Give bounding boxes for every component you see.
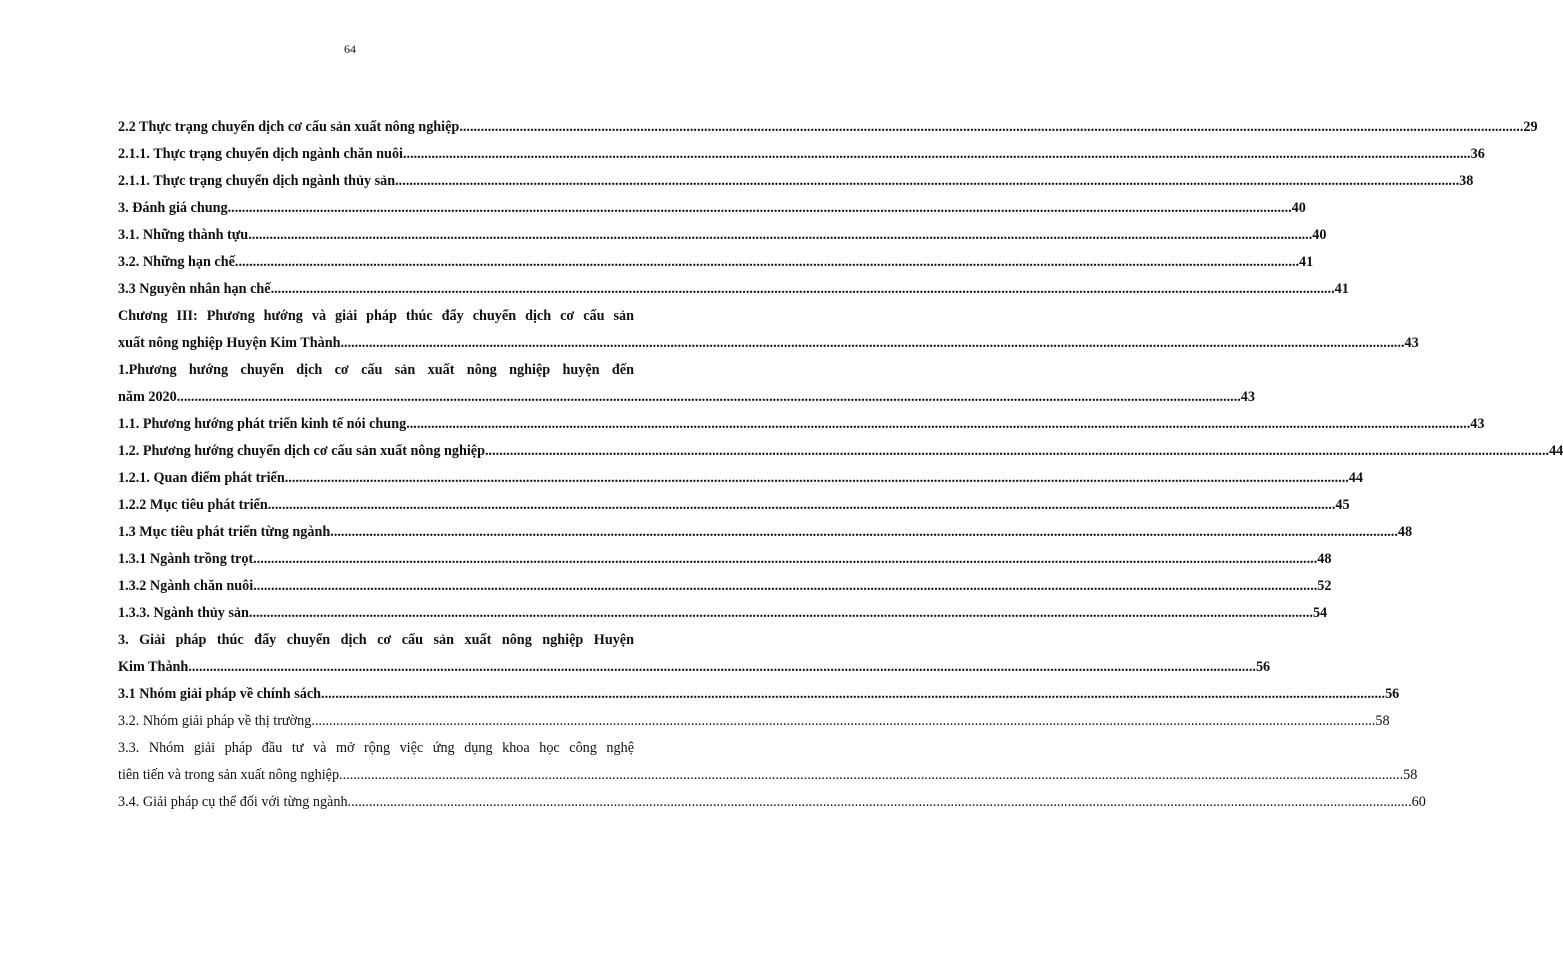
toc-entry-page: 40 xyxy=(1312,227,1327,243)
toc-entry-page: 38 xyxy=(1459,173,1474,189)
table-of-contents xyxy=(118,114,1563,816)
toc-entry-page: 43 xyxy=(1240,389,1255,405)
toc-entry-page: 48 xyxy=(1317,551,1332,567)
toc-entry-title: 3.3 Nguyên nhân hạn chế xyxy=(118,281,271,297)
toc-entry xyxy=(118,789,1426,816)
toc-entry-page: 58 xyxy=(1403,767,1418,783)
toc-entry-page: 58 xyxy=(1375,713,1390,729)
toc-entry xyxy=(118,195,1306,222)
toc-entry-line xyxy=(118,222,1327,249)
dot-leader: ............................................................................................................................................................................................................................................................................................................ xyxy=(248,227,1313,243)
dot-leader: ............................................................................................................................................................................................................................................................................................................ xyxy=(340,335,1405,351)
toc-entry-line xyxy=(118,168,1474,195)
toc-entry-title: 2.1.1. Thực trạng chuyển dịch ngành chăn nuôi. xyxy=(118,146,407,162)
dot-leader: ............................................................................................................................................................................................................................................................................................................ xyxy=(227,200,1292,216)
toc-entry-page: 52 xyxy=(1317,578,1332,594)
toc-entry-page: 56 xyxy=(1385,686,1400,702)
toc-entry xyxy=(118,168,1474,195)
toc-entry-page: 44 xyxy=(1348,470,1363,486)
dot-leader: ............................................................................................................................................................................................................................................................................................................ xyxy=(234,254,1299,270)
toc-entry-title: 3.1 Nhóm giải pháp về chính sách xyxy=(118,686,322,702)
toc-entry xyxy=(118,546,1332,573)
toc-entry-title: 3.2. Những hạn chế xyxy=(118,254,235,270)
toc-entry-line xyxy=(118,789,1426,816)
toc-entry-line xyxy=(118,600,1328,627)
dot-leader: ............................................................................................................................................................................................................................................................................................................ xyxy=(339,767,1404,783)
dot-leader: ............................................................................................................................................................................................................................................................................................................ xyxy=(191,659,1256,675)
dot-leader: ............................................................................................................................................................................................................................................................................................................ xyxy=(333,524,1398,540)
toc-entry xyxy=(118,357,1255,411)
toc-entry-title: 1.2.2 Mục tiêu phát triển. xyxy=(118,497,272,513)
toc-entry-title: 2.1.1. Thực trạng chuyển dịch ngành thủy sản xyxy=(118,173,396,189)
toc-entry xyxy=(118,600,1328,627)
toc-entry-line xyxy=(118,330,1419,357)
toc-entry-title-line: 3.3. Nhóm giải pháp đầu tư và mở rộng việc ứng dụng khoa học công nghệ xyxy=(118,740,634,756)
toc-entry-title: 3.2. Nhóm giải pháp về thị trường xyxy=(118,713,312,729)
toc-entry xyxy=(118,141,1485,168)
toc-entry-page: 44 xyxy=(1549,443,1563,459)
dot-leader: ............................................................................................................................................................................................................................................................................................................ xyxy=(284,470,1349,486)
toc-entry-page: 29 xyxy=(1523,119,1538,135)
dot-leader: ............................................................................................................................................................................................................................................................................................................ xyxy=(485,443,1550,459)
toc-entry-title: 3. Đánh giá chung xyxy=(118,200,228,216)
toc-entry-page: 36 xyxy=(1470,146,1485,162)
toc-entry-line xyxy=(118,762,1418,789)
toc-entry-line xyxy=(118,114,1538,141)
toc-entry-title: 1.3 Mục tiêu phát triển từng ngành. xyxy=(118,524,334,540)
toc-entry-title: tiên tiến và trong sản xuất nông nghiệp xyxy=(118,767,340,783)
toc-entry xyxy=(118,303,1419,357)
dot-leader: ............................................................................................................................................................................................................................................................................................................ xyxy=(321,686,1386,702)
toc-entry-page: 48 xyxy=(1397,524,1413,540)
toc-entry xyxy=(118,681,1400,708)
toc-entry-title: 3.4. Giải pháp cụ thể đối với từng ngành xyxy=(118,794,348,810)
toc-entry-page: 45 xyxy=(1335,497,1350,513)
toc-entry-line xyxy=(118,141,1485,168)
toc-entry-line xyxy=(118,519,1413,546)
toc-entry-title: 1.3.3. Ngành thủy sản xyxy=(118,605,249,621)
toc-entry-title-line: Chương III: Phương hướng và giải pháp thúc đẩy chuyển dịch cơ cấu sản xyxy=(118,308,634,324)
dot-leader: ............................................................................................................................................................................................................................................................................................................ xyxy=(270,281,1335,297)
dot-leader: ............................................................................................................................................................................................................................................................................................................ xyxy=(347,794,1412,810)
toc-entry xyxy=(118,708,1390,735)
toc-entry xyxy=(118,411,1485,438)
toc-entry-line xyxy=(118,654,1271,681)
toc-entry-line xyxy=(118,546,1332,573)
dot-leader: ............................................................................................................................................................................................................................................................................................................ xyxy=(253,578,1318,594)
toc-entry-title: 1.1. Phương hướng phát triển kinh tế nói chung xyxy=(118,416,407,432)
toc-entry-line xyxy=(118,195,1306,222)
toc-entry-page: 60 xyxy=(1411,794,1426,810)
toc-entry-title: 3.1. Những thành tựu xyxy=(118,227,249,243)
toc-entry-line xyxy=(118,438,1563,465)
dot-leader: ............................................................................................................................................................................................................................................................................................................ xyxy=(406,146,1471,162)
toc-entry-page: 40 xyxy=(1291,200,1306,216)
toc-entry xyxy=(118,573,1332,600)
toc-entry-title: 1.3.1 Ngành trồng trọt xyxy=(118,551,254,567)
dot-leader: ............................................................................................................................................................................................................................................................................................................ xyxy=(311,713,1376,729)
toc-entry xyxy=(118,465,1363,492)
toc-entry xyxy=(118,492,1350,519)
dot-leader: ............................................................................................................................................................................................................................................................................................................ xyxy=(248,605,1313,621)
toc-entry-line xyxy=(118,384,1255,411)
toc-entry-title: 1.2.1. Quan điểm phát triển xyxy=(118,470,285,486)
toc-entry-line xyxy=(118,465,1363,492)
dot-leader: ............................................................................................................................................................................................................................................................................................................ xyxy=(271,497,1336,513)
toc-entry-page: 43 xyxy=(1404,335,1419,351)
dot-leader: ............................................................................................................................................................................................................................................................................................................ xyxy=(406,416,1471,432)
toc-entry-page: 54 xyxy=(1312,605,1328,621)
toc-entry xyxy=(118,249,1314,276)
dot-leader: ............................................................................................................................................................................................................................................................................................................ xyxy=(395,173,1460,189)
toc-entry-page: 43 xyxy=(1470,416,1485,432)
toc-entry xyxy=(118,519,1413,546)
dot-leader: ............................................................................................................................................................................................................................................................................................................ xyxy=(459,119,1524,135)
dot-leader: ............................................................................................................................................................................................................................................................................................................ xyxy=(176,389,1241,405)
toc-entry-line xyxy=(118,492,1350,519)
dot-leader: ............................................................................................................................................................................................................................................................................................................ xyxy=(253,551,1318,567)
toc-entry-title: Kim Thành. xyxy=(118,659,192,675)
toc-entry-title: xuất nông nghiệp Huyện Kim Thành xyxy=(118,335,341,351)
toc-entry xyxy=(118,222,1327,249)
toc-entry-line xyxy=(118,276,1349,303)
toc-entry xyxy=(118,735,1418,789)
toc-entry-line xyxy=(118,411,1485,438)
toc-entry-page: 56 xyxy=(1255,659,1271,675)
toc-entry-title: 1.2. Phương hướng chuyển dịch cơ cấu sản xuất nông nghiệp xyxy=(118,443,485,459)
page-number: 64 xyxy=(344,42,356,56)
toc-entry-line xyxy=(118,249,1314,276)
toc-entry xyxy=(118,627,1271,681)
toc-entry xyxy=(118,438,1563,465)
toc-entry-line xyxy=(118,708,1390,735)
toc-entry-title-line: 3. Giải pháp thúc đẩy chuyển dịch cơ cấu sản xuất nông nghiệp Huyện xyxy=(118,632,634,648)
toc-entry-title: 2.2 Thực trạng chuyển dịch cơ cấu sản xuất nông nghiệp xyxy=(118,119,460,135)
toc-entry xyxy=(118,276,1349,303)
toc-entry-title: năm 2020 xyxy=(118,389,177,405)
toc-entry-page: 41 xyxy=(1298,254,1314,270)
toc-entry-title-line: 1.Phương hướng chuyển dịch cơ cấu sản xuất nông nghiệp huyện đến xyxy=(118,362,634,378)
toc-entry-page: 41 xyxy=(1334,281,1349,297)
toc-entry-line xyxy=(118,573,1332,600)
toc-entry xyxy=(118,114,1538,141)
toc-entry-line xyxy=(118,681,1400,708)
toc-entry-title: 1.3.2 Ngành chăn nuôi xyxy=(118,578,254,594)
